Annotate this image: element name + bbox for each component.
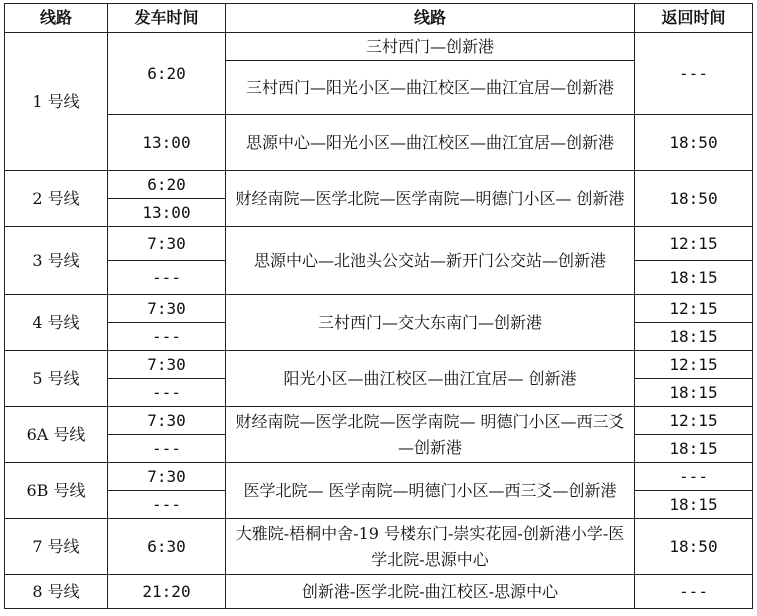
line-name: 6B 号线 xyxy=(5,463,108,519)
header-route: 线路 xyxy=(226,4,635,33)
route-cell: 财经南院—医学北院—医学南院—明德门小区— 创新港 xyxy=(226,171,635,227)
route-cell: 三村西门—阳光小区—曲江校区—曲江宜居—创新港 xyxy=(226,61,635,115)
header-row xyxy=(5,4,753,33)
return-time: 12:15 xyxy=(635,407,753,435)
depart-time: 7:30 xyxy=(108,295,226,323)
line-name: 4 号线 xyxy=(5,295,108,351)
table-row xyxy=(5,519,753,575)
header-return-time: 返回时间 xyxy=(635,4,753,33)
return-time: 18:50 xyxy=(635,115,753,171)
table-row xyxy=(5,463,753,491)
line-name: 6A 号线 xyxy=(5,407,108,463)
return-time: 12:15 xyxy=(635,295,753,323)
table-row xyxy=(5,171,753,199)
table-row xyxy=(5,351,753,379)
return-time: 18:15 xyxy=(635,261,753,295)
header-depart-time: 发车时间 xyxy=(108,4,226,33)
depart-time: 7:30 xyxy=(108,463,226,491)
depart-time: 7:30 xyxy=(108,407,226,435)
line-name: 2 号线 xyxy=(5,171,108,227)
line-name: 7 号线 xyxy=(5,519,108,575)
table-row xyxy=(5,407,753,435)
header-line: 线路 xyxy=(5,4,108,33)
route-cell: 大雅院-梧桐中舍-19 号楼东门-崇实花园-创新港小学-医学北院-思源中心 xyxy=(226,519,635,575)
depart-time: 6:20 xyxy=(108,171,226,199)
table-row xyxy=(5,115,753,171)
return-time: 18:15 xyxy=(635,323,753,351)
depart-time: --- xyxy=(108,379,226,407)
line-name: 8 号线 xyxy=(5,575,108,609)
route-cell: 三村西门—交大东南门—创新港 xyxy=(226,295,635,351)
route-cell: 阳光小区—曲江校区—曲江宜居— 创新港 xyxy=(226,351,635,407)
depart-time: 7:30 xyxy=(108,227,226,261)
route-cell: 医学北院— 医学南院—明德门小区—西三爻—创新港 xyxy=(226,463,635,519)
return-time: 18:50 xyxy=(635,519,753,575)
return-time: 18:15 xyxy=(635,379,753,407)
route-cell: 创新港-医学北院-曲江校区-思源中心 xyxy=(226,575,635,609)
depart-time: 6:20 xyxy=(108,33,226,115)
depart-time: 13:00 xyxy=(108,199,226,227)
table-row xyxy=(5,33,753,61)
table-row xyxy=(5,295,753,323)
table-row xyxy=(5,227,753,261)
depart-time: 6:30 xyxy=(108,519,226,575)
return-time: --- xyxy=(635,33,753,115)
return-time: --- xyxy=(635,575,753,609)
depart-time: 21:20 xyxy=(108,575,226,609)
line-name: 3 号线 xyxy=(5,227,108,295)
return-time: 12:15 xyxy=(635,227,753,261)
return-time: 18:15 xyxy=(635,435,753,463)
route-cell: 财经南院—医学北院—医学南院— 明德门小区—西三爻—创新港 xyxy=(226,407,635,463)
return-time: 18:15 xyxy=(635,491,753,519)
route-cell: 三村西门—创新港 xyxy=(226,33,635,61)
return-time: 18:50 xyxy=(635,171,753,227)
bus-schedule-table xyxy=(4,3,753,609)
table-row xyxy=(5,575,753,609)
depart-time: --- xyxy=(108,491,226,519)
depart-time: --- xyxy=(108,323,226,351)
depart-time: 7:30 xyxy=(108,351,226,379)
line-name: 1 号线 xyxy=(5,33,108,171)
line-name: 5 号线 xyxy=(5,351,108,407)
return-time: 12:15 xyxy=(635,351,753,379)
depart-time: --- xyxy=(108,261,226,295)
depart-time: --- xyxy=(108,435,226,463)
return-time: --- xyxy=(635,463,753,491)
depart-time: 13:00 xyxy=(108,115,226,171)
route-cell: 思源中心—阳光小区—曲江校区—曲江宜居—创新港 xyxy=(226,115,635,171)
route-cell: 思源中心—北池头公交站—新开门公交站—创新港 xyxy=(226,227,635,295)
